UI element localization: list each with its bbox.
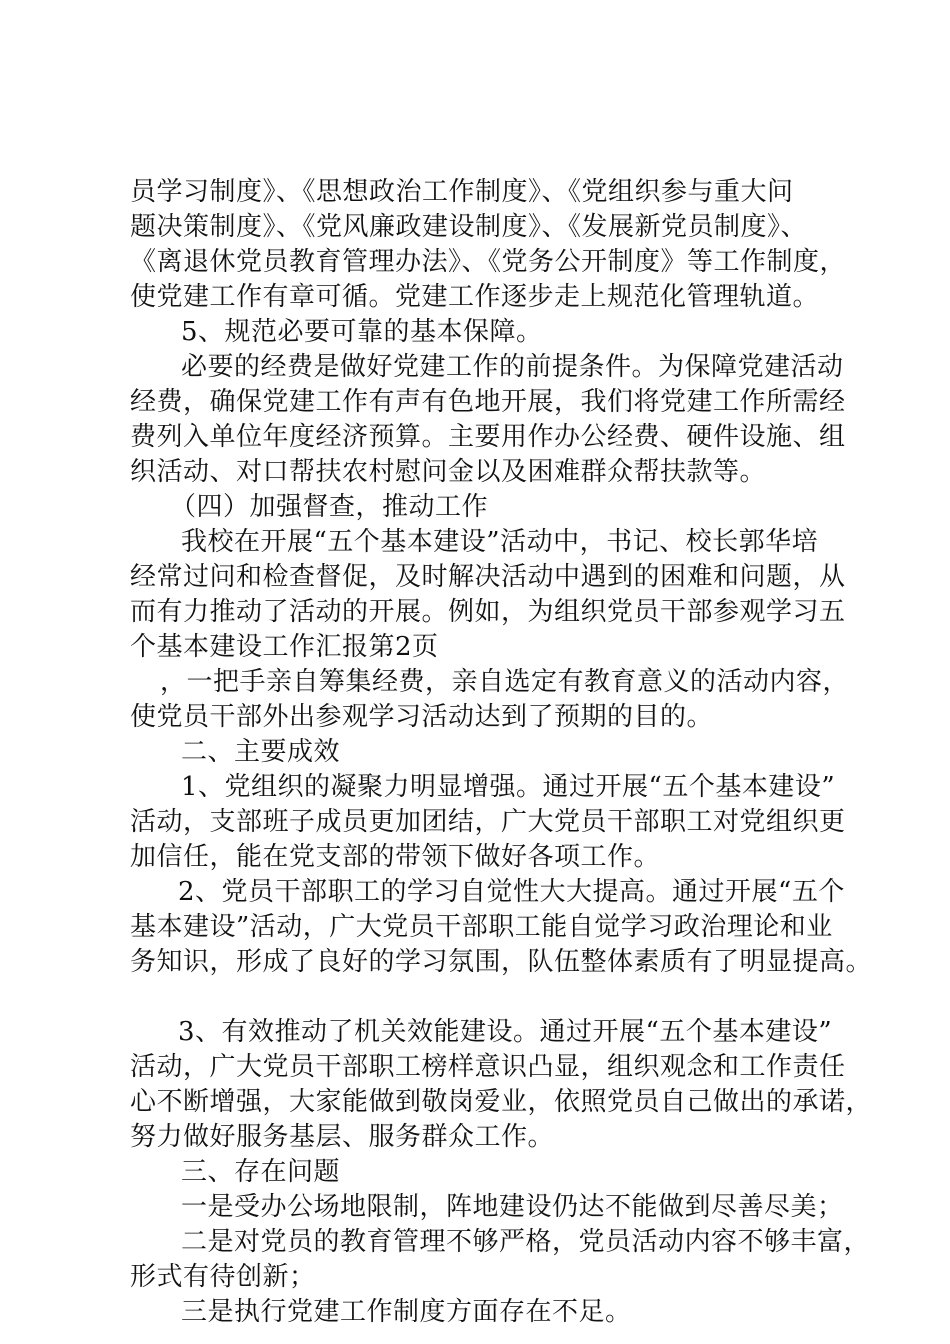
text-line: 必要的经费是做好党建工作的前提条件。为保障党建活动 — [181, 352, 844, 382]
text-line: 形式有待创新； — [130, 1262, 316, 1292]
text-line: 心不断增强，大家能做到敬岗爱业，依照党员自己做出的承诺， — [130, 1087, 873, 1117]
text-line: 使党建工作有章可循。党建工作逐步走上规范化管理轨道。 — [130, 282, 820, 312]
text-line: 经费，确保党建工作有声有色地开展，我们将党建工作所需经 — [130, 387, 846, 417]
text-line: 活动，支部班子成员更加团结，广大党员干部职工对党组织更 — [130, 807, 846, 837]
text-line: 员学习制度》、《思想政治工作制度》、《党组织参与重大问 — [130, 177, 794, 207]
text-line: 题决策制度》、《党风廉政建设制度》、《发展新党员制度》、 — [130, 212, 808, 242]
text-line: 活动，广大党员干部职工榜样意识凸显，组织观念和工作责任 — [130, 1052, 846, 1082]
text-line: 个基本建设工作汇报第2页 — [130, 632, 439, 662]
text-line: 1、党组织的凝聚力明显增强。通过开展“五个基本建设” — [181, 772, 836, 802]
text-line: 而有力推动了活动的开展。例如，为组织党员干部参观学习五 — [130, 597, 846, 627]
text-line: 我校在开展“五个基本建设”活动中，书记、校长郭华培 — [181, 527, 819, 557]
text-line: 5、规范必要可靠的基本保障。 — [181, 317, 543, 347]
text-line: 加信任，能在党支部的带领下做好各项工作。 — [130, 842, 661, 872]
text-line: 一是受办公场地限制，阵地建设仍达不能做到尽善尽美； — [181, 1192, 844, 1222]
text-line: 三、存在问题 — [181, 1157, 341, 1187]
text-line: 使党员干部外出参观学习活动达到了预期的目的。 — [130, 702, 714, 732]
text-line: 三是执行党建工作制度方面存在不足。 — [181, 1297, 632, 1327]
text-line: ，一把手亲自筹集经费，亲自选定有教育意义的活动内容， — [160, 667, 850, 697]
text-line: 努力做好服务基层、服务群众工作。 — [130, 1122, 555, 1152]
text-line: 织活动、对口帮扶农村慰问金以及困难群众帮扶款等。 — [130, 457, 767, 487]
text-line: 基本建设”活动，广大党员干部职工能自觉学习政治理论和业 — [130, 912, 833, 942]
text-line: 费列入单位年度经济预算。主要用作办公经费、硬件设施、组 — [130, 422, 846, 452]
text-line: （四）加强督查，推动工作 — [170, 492, 489, 522]
text-line: 二、主要成效 — [181, 737, 341, 767]
text-line: 务知识，形成了良好的学习氛围，队伍整体素质有了明显提高。 — [130, 947, 873, 977]
text-line: 二是对党员的教育管理不够严格，党员活动内容不够丰富， — [181, 1227, 871, 1257]
text-line: 经常过问和检查督促，及时解决活动中遇到的困难和问题，从 — [130, 562, 846, 592]
text-line: 2、党员干部职工的学习自觉性大大提高。通过开展“五个 — [178, 877, 845, 907]
text-line: 《离退休党员教育管理办法》、《党务公开制度》等工作制度， — [130, 247, 847, 277]
text-line: 3、有效推动了机关效能建设。通过开展“五个基本建设” — [178, 1017, 833, 1047]
